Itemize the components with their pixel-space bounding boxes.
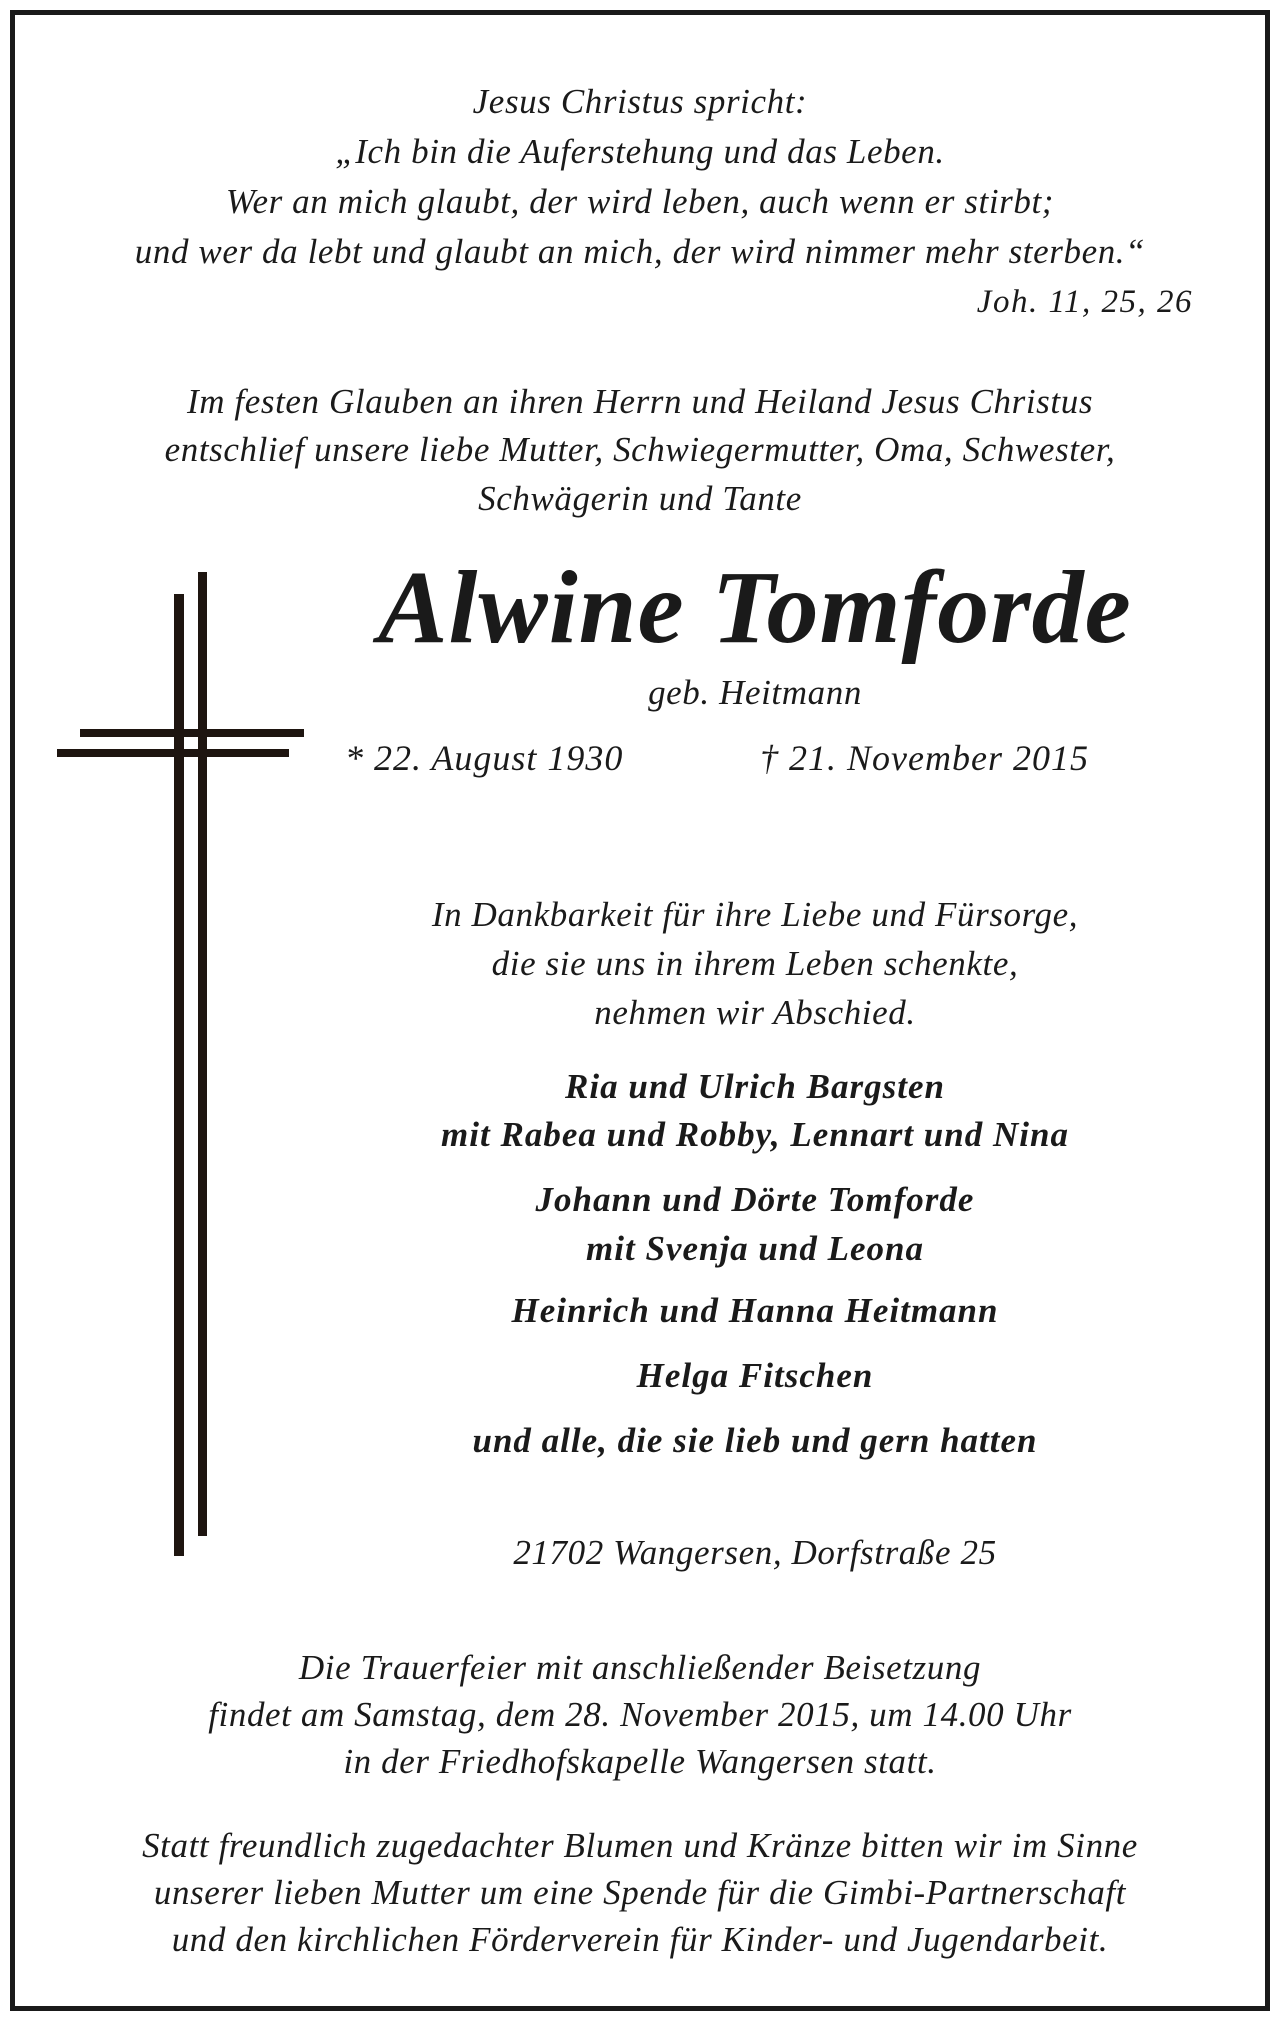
verse-line: Wer an mich glaubt, der wird leben, auch wenn er stirbt;: [225, 182, 1055, 221]
mourner-line: mit Svenja und Leona: [586, 1229, 924, 1268]
service-line: in der Friedhofskapelle Wangersen statt.: [343, 1742, 937, 1781]
verse-line: und wer da lebt und glaubt an mich, der wird nimmer mehr sterben.“: [134, 232, 1146, 271]
cross-horizontal-bar: [57, 749, 289, 757]
cross-vertical-bar: [174, 594, 184, 1556]
mourner-line: Johann und Dörte Tomforde: [535, 1180, 975, 1219]
donation-line: und den kirchlichen Förderverein für Kinder- und Jugendarbeit.: [171, 1920, 1109, 1959]
cross-horizontal-bar: [80, 729, 304, 737]
intro-line: Schwägerin und Tante: [478, 479, 802, 518]
gratitude-line: In Dankbarkeit für ihre Liebe und Fürsorge,: [431, 895, 1079, 934]
death-date: † 21. November 2015: [760, 738, 1089, 778]
donation-line: Statt freundlich zugedachter Blumen und Kränze bitten wir im Sinne: [142, 1826, 1138, 1865]
service-line: findet am Samstag, dem 28. November 2015, um 14.00 Uhr: [208, 1695, 1072, 1734]
service-line: Die Trauerfeier mit anschließender Beisetzung: [298, 1648, 982, 1687]
birth-date: * 22. August 1930: [345, 738, 624, 778]
verse-line: Jesus Christus spricht:: [472, 82, 808, 121]
maiden-name: geb. Heitmann: [648, 673, 862, 712]
cross-vertical-bar: [198, 572, 207, 1536]
gratitude-line: nehmen wir Abschied.: [594, 993, 916, 1032]
donation-line: unserer lieben Mutter um eine Spende für die Gimbi-Partnerschaft: [153, 1873, 1127, 1912]
gratitude-line: die sie uns in ihrem Leben schenkte,: [491, 944, 1019, 983]
intro-line: entschlief unsere liebe Mutter, Schwiegermutter, Oma, Schwester,: [164, 430, 1116, 469]
address: 21702 Wangersen, Dorfstraße 25: [513, 1533, 997, 1572]
verse-line: „Ich bin die Auferstehung und das Leben.: [335, 132, 945, 171]
obituary-notice: [10, 10, 1270, 2011]
mourner-line: Ria und Ulrich Bargsten: [565, 1067, 945, 1106]
mourner-closing: und alle, die sie lieb und gern hatten: [472, 1421, 1038, 1460]
mourner-line: mit Rabea und Robby, Lennart und Nina: [441, 1115, 1069, 1154]
mourner-line: Helga Fitschen: [636, 1356, 874, 1395]
verse-reference: Joh. 11, 25, 26: [976, 284, 1193, 320]
mourner-line: Heinrich und Hanna Heitmann: [511, 1291, 999, 1330]
deceased-name: Alwine Tomforde: [378, 550, 1132, 665]
intro-line: Im festen Glauben an ihren Herrn und Heiland Jesus Christus: [186, 382, 1094, 421]
